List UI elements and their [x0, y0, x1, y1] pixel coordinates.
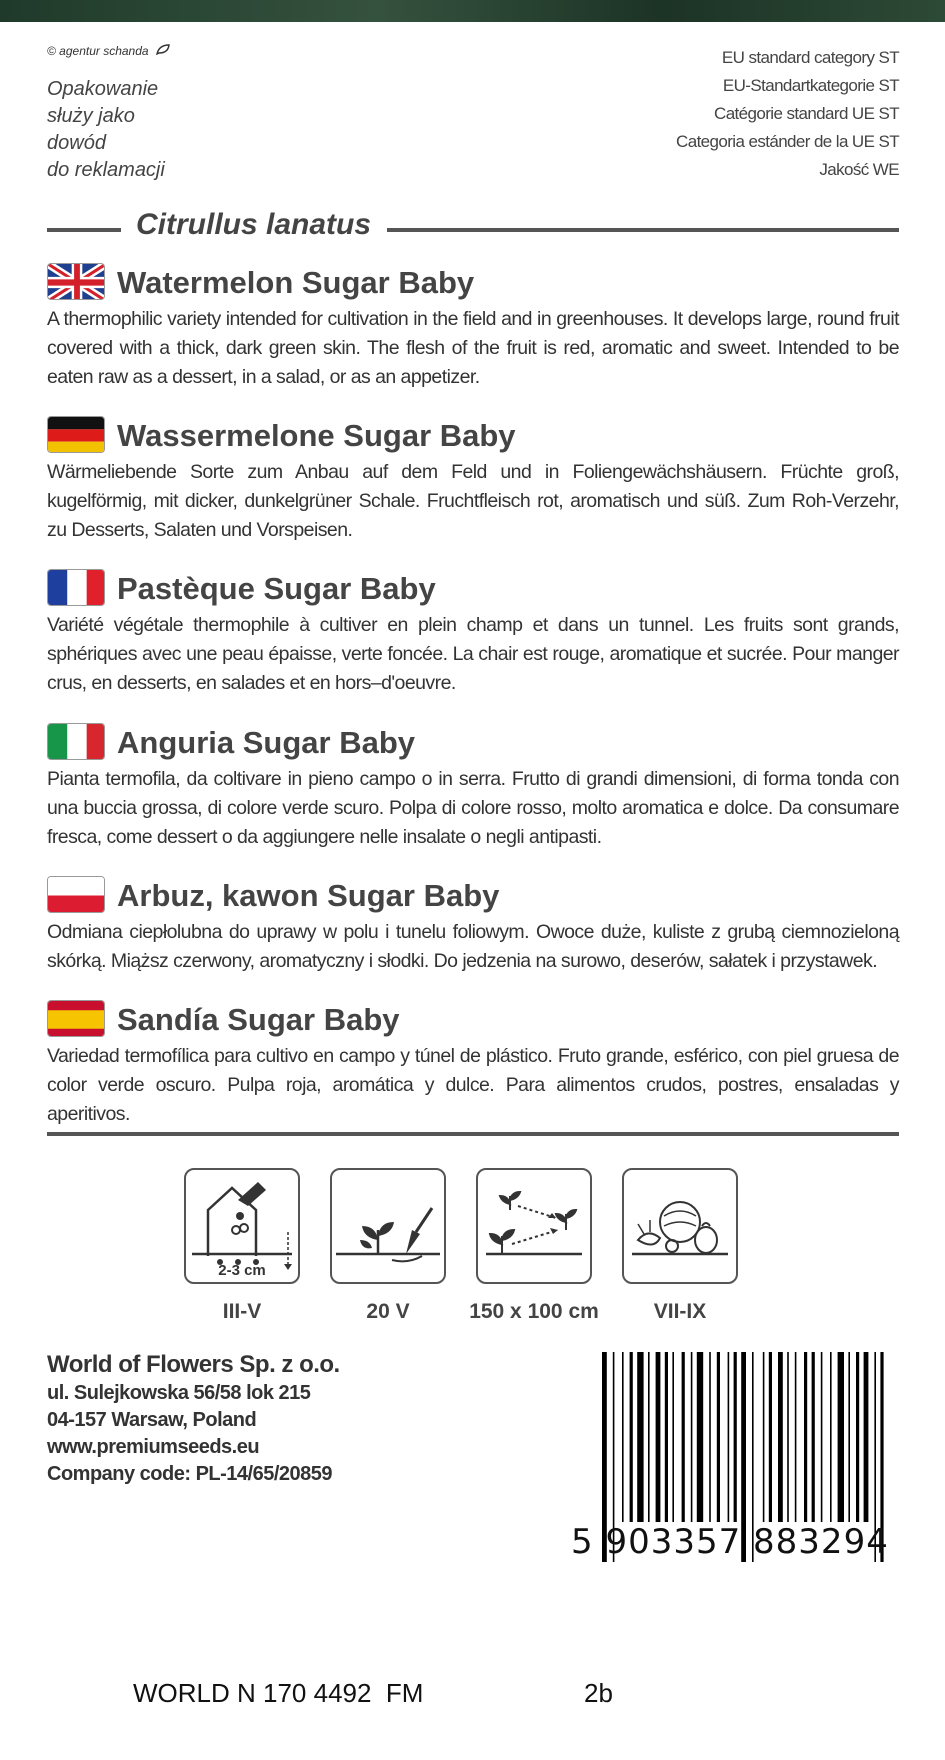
section-description: Wärmeliebende Sorte zum Anbau auf dem Feld und in Foliengewächshäusern. Früchte groß, kugelförmig, mit dicker, dunkelgrüner Schale. Fruchtfleisch rot, aromatisch und süß. Zum Roh-Verzehr, zu Desserts, Salaten und Vorspeisen.: [47, 461, 899, 541]
spacing-icon: [476, 1168, 592, 1284]
sheet-number: 2b: [584, 1678, 613, 1708]
section-german: [47, 416, 899, 545]
eu-standard-line: Catégorie standard UE ST: [714, 104, 899, 123]
species-name: Citrullus lanatus: [136, 208, 372, 241]
sowing-depth-text: 2-3 cm: [218, 1262, 266, 1279]
section-description: Odmiana ciepłolubna do uprawy w polu i tunelu foliowym. Owoce duże, kuliste z grubą ciemnozieloną skórką. Miąższ czerwony, aromatyczny i słodki. Do jedzenia na surowo, deserów, sałatek i przystawek.: [47, 921, 899, 972]
germany-flag-icon: [47, 416, 105, 453]
barcode-digits: 5 903357 883294: [571, 1522, 889, 1562]
section-title: Pastèque Sugar Baby: [117, 571, 436, 606]
eu-standard-line: EU standard category ST: [721, 48, 899, 67]
top-photo-strip: [0, 0, 945, 22]
company-code: Company code: PL-14/65/20859: [47, 1463, 333, 1485]
copyright-text: © agentur schanda: [47, 44, 149, 58]
packaging-note-line: dowód: [47, 132, 106, 154]
harvest-icon: [622, 1168, 738, 1284]
sowing-depth-icon: [184, 1168, 300, 1284]
section-description: Variété végétale thermophile à cultiver en plein champ et dans un tunnel. Les fruits sont grands, sphériques avec une peau épaisse, verte foncée. La chair est rouge, aromatique et sucrée. Pour manger crus, en desserts, en salades et en hors–d'oeuvre.: [47, 614, 899, 694]
company-website: www.premiumseeds.eu: [47, 1436, 260, 1458]
rule-left: [47, 228, 121, 232]
leaf-icon: [156, 44, 170, 58]
packaging-note: [47, 76, 165, 184]
packaging-note-line: służy jako: [47, 105, 135, 127]
company-street: ul. Sulejkowska 56/58 lok 215: [47, 1382, 311, 1404]
harvest-month-label: VII-IX: [653, 1300, 707, 1323]
eu-standard-line: Jakość WE: [819, 160, 899, 179]
rule-right: [387, 228, 899, 232]
planting-label: 20 V: [366, 1300, 410, 1323]
section-description: Pianta termofila, da coltivare in pieno campo o in serra. Frutto di grandi dimensioni, di forma tonda con una buccia grossa, di colore verde scuro. Polpa di colore rosso, molto aromatica e dolce. Da consumare fresca, come dessert o da aggiungere nelle insalate o negli antipasti.: [47, 768, 899, 848]
spain-flag-icon: [47, 1000, 105, 1037]
section-title: Watermelon Sugar Baby: [117, 265, 475, 300]
packaging-note-line: Opakowanie: [47, 78, 159, 100]
italy-flag-icon: [47, 723, 105, 760]
spacing-label: 150 x 100 cm: [469, 1300, 599, 1323]
print-code: WORLD N 170 4492 FM: [133, 1678, 424, 1708]
section-title: Wassermelone Sugar Baby: [117, 418, 516, 453]
sowing-month-label: III-V: [222, 1300, 262, 1323]
section-description: A thermophilic variety intended for cultivation in the field and in greenhouses. It develops large, round fruit covered with a thick, dark green skin. The flesh of the fruit is red, aromatic and sweet. Intended to be eaten raw as a dessert, in a salad, or as an appetizer.: [47, 308, 899, 388]
section-title: Arbuz, kawon Sugar Baby: [117, 878, 500, 913]
section-english: [47, 263, 899, 392]
section-title: Sandía Sugar Baby: [117, 1002, 400, 1037]
section-description: Variedad termofílica para cultivo en campo y túnel de plástico. Fruto grande, esférico, con piel gruesa de color verde oscuro. Pulpa roja, aromática y dulce. Para alimentos crudos, postres, ensaladas y aperitivos.: [47, 1045, 899, 1125]
france-flag-icon: [47, 569, 105, 606]
uk-flag-icon: [47, 263, 105, 300]
eu-standard-list: [676, 44, 899, 184]
section-french: [47, 569, 899, 698]
company-name: World of Flowers Sp. z o.o.: [47, 1351, 340, 1378]
section-polish: [47, 876, 899, 976]
packaging-note-line: do reklamacji: [47, 159, 165, 181]
company-info: [47, 1350, 340, 1488]
planting-icon: [330, 1168, 446, 1284]
section-spanish: [47, 1000, 899, 1129]
eu-standard-line: EU-Standartkategorie ST: [722, 76, 899, 95]
species-heading: [47, 208, 899, 248]
copyright-notice: [47, 44, 170, 58]
section-divider: [47, 1132, 899, 1136]
eu-standard-line: Categoria estánder de la UE ST: [676, 132, 899, 151]
section-italian: [47, 723, 899, 852]
section-title: Anguria Sugar Baby: [117, 725, 415, 760]
poland-flag-icon: [47, 876, 105, 913]
company-city: 04-157 Warsaw, Poland: [47, 1409, 257, 1431]
